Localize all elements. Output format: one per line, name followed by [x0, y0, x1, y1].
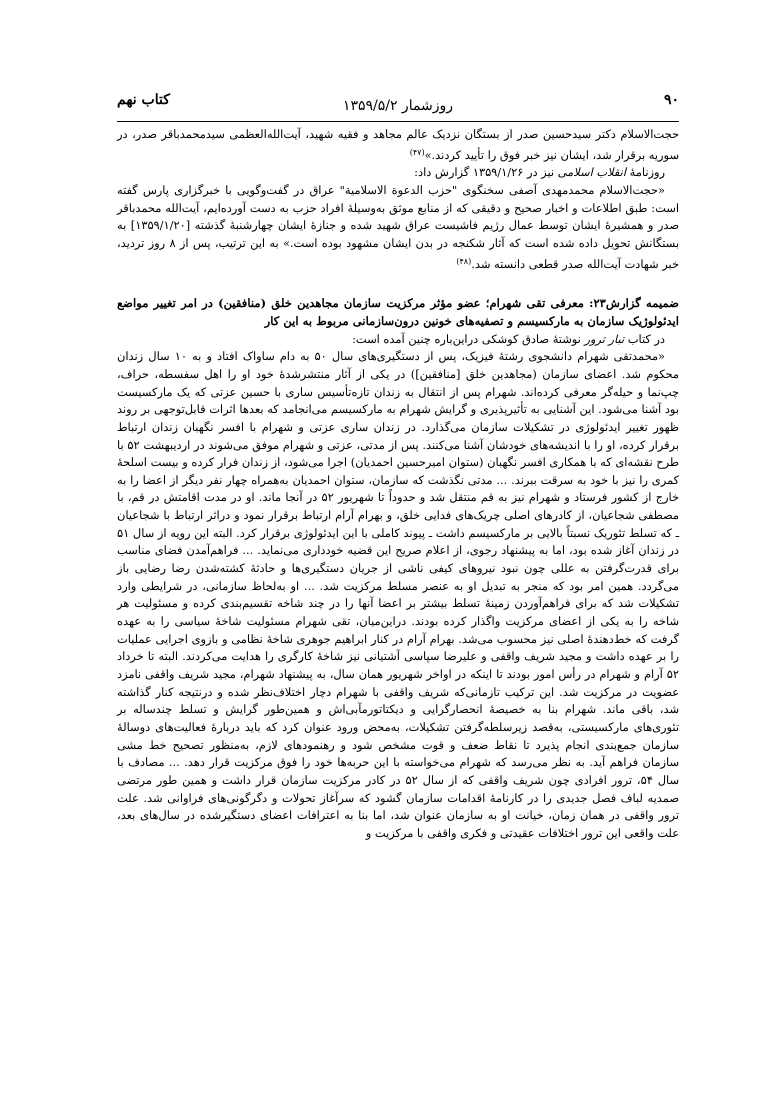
source-title: انقلاب اسلامی	[557, 165, 627, 180]
page-body	[117, 126, 679, 843]
paragraph-2	[117, 164, 679, 182]
quoted-passage: «محمدتقی شهرام دانشجوی رشتهٔ فیزیک، پس از دستگیری‌های سال ۵۰ به دام ساواک افتاد و به ۱۰ سال زندان محکوم شد. اعضای سازمان (مجاهدین خلق [منافقین]) در یکی از آثار منتشرشدهٔ خود او را اهل سفسطه، حراف، چپ‌نما و حیله‌گر معرفی کرده‌اند. شهرام پس از انتقال به زندان تازه‌تأسیس ساری با حسین عزتی که یک مارکسیست بود آشنا می‌شود. این آشنایی به تأثیرپذیری و گرایش شهرام به مارکسیسم می‌انجامد که بعدها اثرات قابل‌توجهی بر روند ظهور تغییر ایدئولوژی در تشکیلات سازمان می‌گذارد. در زندان ساری عزتی و شهرام با افسر نگهبان زندان ارتباط برقرار کرده، او را با اندیشه‌های خودشان آشنا می‌کنند. پس از مدتی، عزتی و شهرام موفق می‌شوند در اردیبهشت ۵۲ با طرح نقشه‌ای که با همکاری افسر نگهبان (ستوان امیرحسین احمدیان) اجرا می‌شود، از زندان فرار کرده و بیست اسلحهٔ کمری را نیز با خود به سرقت ببرند. ... مدتی نگذشت که سازمان، ستوان احمدیان به‌همراه چهار نفر دیگر از اعضا را به خارج از کشور فرستاد و شهرام نیز به قم منتقل شد و حدوداً تا شهریور ۵۲ در آنجا ماند. او در مدت اقامتش در قم، با مصطفی شجاعیان، از کادرهای اصلی چریک‌های فدایی خلق، و بهرام آرام ارتباط برقرار نمود و دراثر ارتباط با شجاعیان ـ که تسلط تئوریک نسبتاً بالایی بر مارکسیسم داشت ـ پیوند کاملی با این ایدئولوژی برقرار کرد. البته این رویه از سال ۵۱ در زندان آغاز شده بود، اما به پیشنهاد رجوی، از اعلام صریح این قضیه خودداری می‌نماید. ... فراهم‌آمدن فضای مناسب برای قدرت‌گرفتن به عللی چون نبود نیروهای کیفی ناشی از جریان دستگیری‌ها و حادثهٔ کشته‌شدن رضا رضایی باز می‌گردد. همین امر بود که منجر به تبدیل او به عنصر مسلط مرکزیت شد. ... او به‌لحاظ سازمانی، در شرایطی وارد تشکیلات شد که برای فراهم‌آوردن زمینهٔ تسلط بیشتر بر اعضا آنها را در چند شاخه تقسیم‌بندی کرده و مسئولیت هر شاخه را به یکی از اعضای مرکزیت واگذار کرده بودند. دراین‌میان، تقی شهرام مسئولیت شاخهٔ سیاسی را به عهده گرفت که خط‌دهندهٔ اصلی نیز محسوب می‌شد. بهرام آرام در کنار ابراهیم جوهری شاخهٔ نظامی و بازوی اجرایی عملیات را بر عهده داشت و مجید شریف واقفی و علیرضا سپاسی آشتیانی نیز شاخهٔ کارگری را هدایت می‌کردند. البته تا خرداد ۵۲ آرام و شهرام در رأس امور بودند تا اینکه در اواخر شهریور همان سال، به پیشنهاد شهرام، مجید شریف واقفی نامزد عضویت در مرکزیت شد. این ترکیب تازمانی‌که شریف واقفی با شهرام دچار اختلاف‌نظر شده و درنتیجه کنار گذاشته شد، باقی ماند. شهرام بنا به خصیصهٔ انحصارگرایی و دیکتاتورمآبی‌اش و همین‌طور گرایش و تسلط چندساله بر تئوری‌های مارکسیستی، به‌قصد زیرسلطه‌گرفتن تشکیلات، به‌محض ورود عنوان کرد که باید دربارهٔ فعالیت‌های دوسالهٔ سازمان جمع‌بندی انجام پذیرد تا نقاط ضعف و قوت مشخص شود و رهنمودهای لازم، به‌منظور تصحیح خط مشی سازمان فراهم آید. به نظر می‌رسد که شهرام می‌خواسته با این حربه‌ها خود را فوق مرکزیت قرار دهد. ... مصادف با سال ۵۴، ترور افرادی چون شریف واقفی که از سال ۵۲ در کادر مرکزیت سازمان قرار داشت و همین طور مرتضی صمدیه لباف فصل جدیدی را در کارنامهٔ اقدامات سازمان گشود که سرآغاز تحولات و دگرگونی‌های فراوانی شد. علت ترور واقفی در همان زمان، خیانت او به سازمان عنوان شد، اما بنا به اعترافات اعضای دستگیرشده در سال‌های بعد، علت واقعی این ترور اختلافات عقیدتی و فکری واقفی با مرکزیت و	[117, 349, 679, 840]
paragraph-1	[117, 126, 679, 164]
paragraph-4-post: نوشتهٔ صادق کوشکی دراین‌باره چنین آمده است:	[352, 331, 585, 346]
appendix-heading: ضمیمه گزارش۲۳: معرفی تقی شهرام؛ عضو مؤثر مرکزیت سازمان مجاهدین خلق (منافقین) در امر تغییر مواضع ایدئولوژیک سازمان به مارکسیسم و تصفیه‌های خونین درون‌سازمانی مربوط به این کار	[117, 296, 679, 328]
page-header	[117, 92, 679, 120]
paragraph-3	[117, 182, 679, 273]
footnote-ref-48: (۴۸)	[456, 256, 472, 266]
book-title: کتاب نهم	[117, 92, 170, 108]
paragraph-4	[117, 331, 679, 349]
paragraph-4-pre: در کتاب	[624, 331, 665, 346]
paragraph-1-text: حجت‌الاسلام دکتر سیدحسین صدر از بستگان نزدیک عالم مجاهد و فقیه شهید، آیت‌الله‌العظمی سیدمحمدباقر صدر، در سوریه برقرار شد، ایشان نیز خبر فوق را تأیید کردند.»	[117, 127, 679, 162]
running-date: روزشمار ۱۳۵۹/۵/۲	[342, 98, 454, 114]
book-source-title: تبار ترور	[584, 331, 625, 346]
paragraph-2-pre: روزنامهٔ	[626, 165, 665, 180]
header-rule	[117, 121, 679, 122]
page-number: ۹۰	[663, 92, 679, 108]
paragraph-2-post: نیز در ۱۳۵۹/۱/۲۶ گزارش داد:	[414, 165, 558, 180]
paragraph-3-text: «حجت‌الاسلام محمدمهدی آصفی سخنگوی "حزب الدعوة الاسلامیة" عراق در گفت‌وگویی با خبرگزاری پارس گفته است: طبق اطلاعات و اخبار صحیح و دقیقی که از منابع موثق به‌وسیلهٔ افراد حزب به دست آورده‌ایم، آیت‌الله محمدباقر صدر و همشیرهٔ ایشان توسط عمال رژیم فاشیست عراق شهید شده و جنازهٔ ایشان چهارشنبهٔ گذشته [۱۳۵۹/۱/۲۰] به بستگانش تحویل داده شده است که آثار شکنجه در بدن ایشان مشهود بوده است.» به این ترتیب، پس از ۸ روز تردید، خبر شهادت آیت‌الله صدر قطعی دانسته شد.	[117, 182, 680, 271]
footnote-ref-47: (۴۷)	[409, 147, 425, 157]
